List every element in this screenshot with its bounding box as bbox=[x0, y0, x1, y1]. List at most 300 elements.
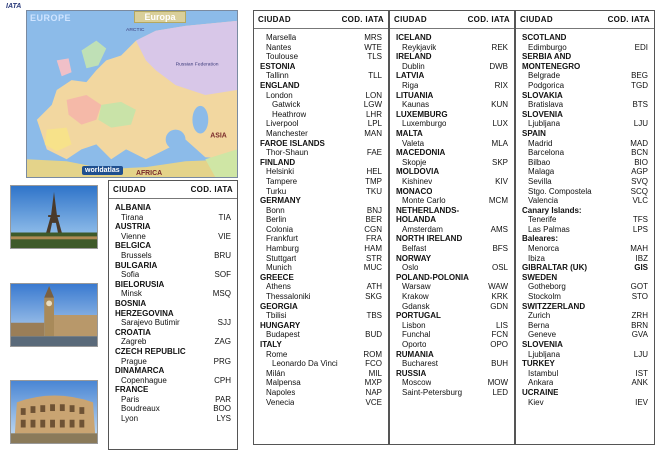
country-name: LITUANIA bbox=[396, 90, 434, 100]
city-name: Minsk bbox=[121, 289, 142, 299]
iata-code: REK bbox=[491, 42, 508, 52]
city-row bbox=[260, 388, 382, 398]
country-name: GREECE bbox=[260, 272, 294, 282]
city-row bbox=[396, 321, 508, 331]
city-name: Marsella bbox=[266, 33, 297, 42]
iata-code: SVQ bbox=[631, 176, 648, 186]
header-city: CIUDAD bbox=[394, 15, 427, 24]
city-name: Tenerife bbox=[528, 215, 557, 225]
country-row bbox=[522, 263, 648, 273]
country-row bbox=[260, 321, 382, 331]
iata-code: STO bbox=[631, 292, 648, 302]
country-row bbox=[522, 52, 648, 62]
iata-code: MRS bbox=[364, 33, 382, 42]
city-row bbox=[396, 359, 508, 369]
iata-code: BNJ bbox=[366, 205, 382, 215]
iata-code: TIA bbox=[218, 212, 231, 222]
city-row bbox=[396, 139, 508, 149]
city-name: Lisbon bbox=[402, 320, 426, 330]
city-row bbox=[260, 311, 382, 321]
country-name: SPAIN bbox=[522, 128, 546, 138]
city-row bbox=[115, 289, 231, 299]
table-header bbox=[390, 11, 514, 29]
city-name: Belfast bbox=[402, 244, 427, 254]
country-row bbox=[115, 385, 231, 395]
country-name: IRELAND bbox=[396, 52, 432, 62]
country-name: SLOVAKIA bbox=[522, 90, 563, 100]
city-row bbox=[522, 43, 648, 53]
iata-code: LHR bbox=[365, 109, 382, 119]
iata-code: BFS bbox=[492, 244, 508, 254]
city-row bbox=[115, 414, 231, 424]
city-row bbox=[260, 119, 382, 129]
city-row bbox=[522, 292, 648, 302]
city-name: Thessaloniki bbox=[266, 292, 311, 302]
iata-code: TFS bbox=[632, 215, 648, 225]
iata-code: SOF bbox=[214, 270, 231, 280]
europe-map bbox=[26, 10, 238, 178]
city-row bbox=[522, 311, 648, 321]
city-row bbox=[522, 177, 648, 187]
city-row bbox=[522, 398, 648, 408]
city-name: Funchal bbox=[402, 330, 431, 340]
header-code: COD. IATA bbox=[341, 15, 384, 24]
iata-code: DWB bbox=[489, 61, 508, 71]
country-name: MOLDOVIA bbox=[396, 167, 440, 177]
country-row bbox=[115, 309, 231, 319]
city-name: Kiev bbox=[528, 397, 544, 407]
country-row bbox=[522, 110, 648, 120]
iata-code: FCO bbox=[365, 359, 382, 369]
city-name: Frankfurt bbox=[266, 234, 299, 244]
country-row bbox=[522, 91, 648, 101]
city-name: Budapest bbox=[266, 330, 300, 340]
city-name: Sarajevo Butimir bbox=[121, 318, 180, 328]
city-name: Stgo. Compostela bbox=[528, 186, 592, 196]
iata-code: TLS bbox=[367, 52, 382, 62]
country-name: SLOVENIA bbox=[522, 109, 563, 119]
city-row bbox=[522, 158, 648, 168]
iata-code: ATH bbox=[366, 282, 382, 292]
iata-code: GVA bbox=[631, 330, 648, 340]
country-row bbox=[522, 359, 648, 369]
country-row bbox=[396, 71, 508, 81]
country-row bbox=[396, 148, 508, 158]
country-row bbox=[396, 369, 508, 379]
city-name: Lyon bbox=[121, 414, 139, 424]
country-name: GIBRALTAR (UK) bbox=[522, 263, 588, 273]
city-name: Oslo bbox=[402, 263, 419, 273]
country-name: CROATIA bbox=[115, 327, 151, 337]
city-name: Valeta bbox=[402, 138, 425, 148]
city-name: Sevilla bbox=[528, 176, 552, 186]
city-row bbox=[260, 110, 382, 120]
country-name: MACEDONIA bbox=[396, 148, 446, 158]
table-body bbox=[254, 29, 388, 409]
city-name: London bbox=[266, 90, 293, 100]
city-name: Saint-Petersburg bbox=[402, 387, 463, 397]
country-row bbox=[522, 129, 648, 139]
country-name: DINAMARCA bbox=[115, 366, 165, 376]
country-row bbox=[396, 129, 508, 139]
europe-map-graphic bbox=[27, 11, 237, 177]
country-row bbox=[396, 206, 508, 216]
city-name: Malaga bbox=[528, 167, 555, 177]
city-name: Gatwick bbox=[272, 100, 301, 110]
city-name: Edimburgo bbox=[528, 42, 567, 52]
country-row bbox=[115, 366, 231, 376]
city-row bbox=[522, 119, 648, 129]
worldatlas-logo: worldatlas bbox=[82, 166, 123, 175]
city-row bbox=[260, 292, 382, 302]
country-row bbox=[260, 340, 382, 350]
header-code: COD. IATA bbox=[190, 185, 233, 194]
city-name: Stuttgart bbox=[266, 253, 297, 263]
city-name: Luxemburgo bbox=[402, 119, 447, 129]
iata-code: TLL bbox=[368, 71, 382, 81]
city-name: Bucharest bbox=[402, 359, 439, 369]
city-row bbox=[260, 244, 382, 254]
city-name: Skopje bbox=[402, 157, 427, 167]
city-row bbox=[396, 225, 508, 235]
city-name: Ljubljana bbox=[528, 119, 561, 129]
city-name: Kaunas bbox=[402, 100, 430, 110]
table-body bbox=[109, 199, 237, 426]
city-row bbox=[396, 282, 508, 292]
city-name: Turku bbox=[266, 186, 287, 196]
country-name: RUSSIA bbox=[396, 368, 427, 378]
iata-code: EDI bbox=[634, 42, 648, 52]
city-name: Zagreb bbox=[121, 337, 147, 347]
iata-code: FRA bbox=[366, 234, 382, 244]
iata-code: TBS bbox=[366, 311, 382, 321]
country-name: Canary Islands: bbox=[522, 205, 582, 215]
city-name: Amsterdam bbox=[402, 224, 443, 234]
city-name: Tallinn bbox=[266, 71, 289, 81]
country-row bbox=[115, 347, 231, 357]
country-row bbox=[115, 222, 231, 232]
iata-code: MUC bbox=[363, 263, 382, 273]
country-name: BIELORUSIA bbox=[115, 279, 165, 289]
country-row bbox=[396, 234, 508, 244]
city-name: Monte Carlo bbox=[402, 196, 446, 206]
city-name: Tirana bbox=[121, 212, 144, 222]
country-row bbox=[260, 302, 382, 312]
iata-code: HEL bbox=[366, 167, 382, 177]
iata-code: BRU bbox=[214, 250, 231, 260]
country-name: FAROE ISLANDS bbox=[260, 138, 325, 148]
iata-code: HAM bbox=[364, 244, 382, 254]
city-name: Moscow bbox=[402, 378, 432, 388]
city-name: Berlin bbox=[266, 215, 287, 225]
iata-code: TKU bbox=[366, 186, 382, 196]
iata-code: LPS bbox=[632, 224, 648, 234]
city-name: Oporto bbox=[402, 340, 427, 349]
city-row bbox=[260, 206, 382, 216]
iata-code: LJU bbox=[633, 349, 648, 359]
country-name: LATVIA bbox=[396, 71, 425, 81]
city-name: Valencia bbox=[528, 196, 559, 206]
country-name: UCRAINE bbox=[522, 387, 559, 397]
country-row bbox=[522, 388, 648, 398]
country-name: SLOVENIA bbox=[522, 340, 563, 349]
country-name: SCOTLAND bbox=[522, 33, 567, 42]
city-name: Boudreaux bbox=[121, 404, 160, 414]
city-name: Liverpool bbox=[266, 119, 299, 129]
city-name: Vienne bbox=[121, 231, 146, 241]
country-row bbox=[115, 241, 231, 251]
city-row bbox=[260, 71, 382, 81]
city-row bbox=[115, 270, 231, 280]
iata-code: OSL bbox=[491, 263, 508, 273]
city-name: Bratislava bbox=[528, 100, 564, 110]
country-row bbox=[522, 340, 648, 350]
city-name: Bilbao bbox=[528, 157, 551, 167]
iata-code: IBZ bbox=[635, 253, 648, 263]
iata-code: RIX bbox=[494, 80, 508, 90]
city-row bbox=[522, 215, 648, 225]
city-row bbox=[260, 52, 382, 62]
iata-code: SCQ bbox=[630, 186, 648, 196]
country-name: MONACO bbox=[396, 186, 433, 196]
iata-code: MCM bbox=[488, 196, 508, 206]
country-row bbox=[396, 52, 508, 62]
country-name: CZECH REPUBLIC bbox=[115, 346, 186, 356]
country-name: FRANCE bbox=[115, 385, 149, 395]
iata-code: MXP bbox=[364, 378, 382, 388]
table-header bbox=[109, 181, 237, 199]
city-name: Gdansk bbox=[402, 301, 430, 311]
iata-code: BCN bbox=[631, 148, 648, 158]
city-name: Helsinki bbox=[266, 167, 295, 177]
city-name: Podgorica bbox=[528, 80, 565, 90]
city-name: Bonn bbox=[266, 205, 285, 215]
iata-code: TGD bbox=[631, 80, 648, 90]
country-name: HOLANDA bbox=[396, 215, 436, 225]
city-row bbox=[260, 263, 382, 273]
city-row bbox=[260, 91, 382, 101]
city-name: Riga bbox=[402, 80, 419, 90]
iata-code: LIS bbox=[495, 320, 508, 330]
iata-code: CPH bbox=[214, 375, 231, 385]
iata-code: SKP bbox=[491, 157, 508, 167]
iata-code: GOT bbox=[630, 282, 648, 292]
table-body bbox=[390, 29, 514, 400]
city-row bbox=[396, 62, 508, 72]
iata-code: STR bbox=[366, 253, 382, 263]
map-label-asia: ASIA bbox=[210, 132, 227, 140]
city-row bbox=[396, 158, 508, 168]
iata-code: MAH bbox=[630, 244, 648, 254]
iata-code: BEG bbox=[631, 71, 648, 81]
city-row bbox=[396, 302, 508, 312]
iata-code: PAR bbox=[215, 394, 231, 404]
table-header bbox=[516, 11, 654, 29]
iata-code: MOW bbox=[487, 378, 508, 388]
iata-table-3 bbox=[389, 10, 515, 445]
country-row bbox=[522, 33, 648, 43]
iata-code: MAD bbox=[630, 138, 648, 148]
city-row bbox=[522, 378, 648, 388]
city-row bbox=[260, 234, 382, 244]
iata-code: AGP bbox=[631, 167, 648, 177]
iata-code: VCE bbox=[365, 397, 382, 407]
header-code: COD. IATA bbox=[607, 15, 650, 24]
city-name: Las Palmas bbox=[528, 224, 570, 234]
iata-code: WAW bbox=[488, 282, 508, 292]
country-name: SWEDEN bbox=[522, 272, 558, 282]
country-name: ENGLAND bbox=[260, 80, 300, 90]
iata-code: GDN bbox=[490, 301, 508, 311]
city-row bbox=[522, 254, 648, 264]
iata-code: KUN bbox=[491, 100, 508, 110]
city-row bbox=[260, 148, 382, 158]
city-name: Venecia bbox=[266, 397, 295, 407]
city-row bbox=[522, 196, 648, 206]
city-row bbox=[396, 263, 508, 273]
city-row bbox=[260, 350, 382, 360]
map-label-russia: Russian Federation bbox=[175, 62, 219, 68]
city-name: Warsaw bbox=[402, 282, 431, 292]
city-row bbox=[115, 251, 231, 261]
city-row bbox=[260, 129, 382, 139]
country-name: GERMANY bbox=[260, 196, 301, 206]
city-name: Tampere bbox=[266, 176, 298, 186]
iata-code: BOO bbox=[213, 404, 231, 414]
city-row bbox=[522, 71, 648, 81]
country-row bbox=[260, 196, 382, 206]
iata-code: BER bbox=[365, 215, 382, 225]
city-row bbox=[115, 318, 231, 328]
city-name: Geneve bbox=[528, 330, 557, 340]
country-row bbox=[396, 273, 508, 283]
city-row bbox=[396, 340, 508, 350]
country-row bbox=[260, 81, 382, 91]
iata-table-2 bbox=[253, 10, 389, 445]
iata-code: NAP bbox=[365, 387, 382, 397]
iata-code: OPO bbox=[490, 340, 508, 349]
country-row bbox=[396, 254, 508, 264]
iata-code: LGW bbox=[363, 100, 382, 110]
iata-code: TMP bbox=[365, 176, 382, 186]
city-name: Dublin bbox=[402, 61, 425, 71]
country-name: PORTUGAL bbox=[396, 311, 441, 321]
country-name: POLAND-POLONIA bbox=[396, 272, 469, 282]
city-row bbox=[522, 244, 648, 254]
city-name: Zurich bbox=[528, 311, 551, 321]
city-row bbox=[260, 282, 382, 292]
map-label-africa: AFRICA bbox=[135, 170, 163, 177]
city-name: Malpensa bbox=[266, 378, 301, 388]
iata-code: MIL bbox=[368, 368, 382, 378]
city-row bbox=[396, 100, 508, 110]
city-name: Tbilisi bbox=[266, 311, 287, 321]
map-title: EUROPE bbox=[30, 13, 72, 23]
city-row bbox=[522, 148, 648, 158]
city-name: Thor-Shaun bbox=[266, 148, 309, 158]
country-row bbox=[396, 215, 508, 225]
iata-code: LED bbox=[492, 387, 508, 397]
iata-code: PRG bbox=[213, 356, 231, 366]
country-row bbox=[522, 273, 648, 283]
iata-code: BTS bbox=[632, 100, 648, 110]
city-row bbox=[522, 167, 648, 177]
city-name: Prague bbox=[121, 356, 147, 366]
city-name: Heathrow bbox=[272, 109, 307, 119]
country-name: HERZEGOVINA bbox=[115, 308, 174, 318]
city-row bbox=[522, 100, 648, 110]
iata-code: ANK bbox=[631, 378, 648, 388]
iata-code: ZAG bbox=[214, 337, 231, 347]
city-row bbox=[260, 330, 382, 340]
country-name: SWITZZERLAND bbox=[522, 301, 586, 311]
city-row bbox=[260, 177, 382, 187]
country-row bbox=[260, 139, 382, 149]
country-name: ESTONIA bbox=[260, 61, 296, 71]
country-name: HUNGARY bbox=[260, 320, 301, 330]
city-name: Ljubljana bbox=[528, 349, 561, 359]
city-name: Nantes bbox=[266, 42, 292, 52]
country-row bbox=[396, 187, 508, 197]
city-row bbox=[522, 369, 648, 379]
country-row bbox=[260, 158, 382, 168]
iata-code: MAN bbox=[364, 128, 382, 138]
city-row bbox=[396, 177, 508, 187]
iata-code: BUH bbox=[491, 359, 508, 369]
header-city: CIUDAD bbox=[258, 15, 291, 24]
header-city: CIUDAD bbox=[520, 15, 553, 24]
city-name: Ibiza bbox=[528, 253, 545, 263]
city-name: Menorca bbox=[528, 244, 560, 254]
city-row bbox=[115, 337, 231, 347]
colosseum-photo bbox=[10, 380, 98, 444]
country-name: TURKEY bbox=[522, 359, 555, 369]
city-name: Reykjavik bbox=[402, 42, 437, 52]
iata-code: LJU bbox=[633, 119, 648, 129]
city-name: Athens bbox=[266, 282, 291, 292]
country-row bbox=[115, 280, 231, 290]
country-name: ICELAND bbox=[396, 33, 432, 42]
country-row bbox=[522, 234, 648, 244]
iata-code: LON bbox=[365, 90, 382, 100]
city-row bbox=[115, 213, 231, 223]
country-row bbox=[396, 350, 508, 360]
country-row bbox=[260, 273, 382, 283]
iata-code: LPL bbox=[367, 119, 382, 129]
city-row bbox=[522, 321, 648, 331]
iata-code: WTE bbox=[364, 42, 382, 52]
country-row bbox=[115, 203, 231, 213]
city-name: Toulouse bbox=[266, 52, 299, 62]
country-name: SERBIA AND bbox=[522, 52, 572, 62]
iata-code: GIS bbox=[634, 263, 648, 273]
city-name: Paris bbox=[121, 394, 140, 404]
iata-code: VIE bbox=[218, 231, 231, 241]
city-row bbox=[260, 369, 382, 379]
iata-code: SJJ bbox=[217, 318, 231, 328]
city-name: Napoles bbox=[266, 387, 296, 397]
country-name: BULGARIA bbox=[115, 260, 158, 270]
iata-code: KRK bbox=[491, 292, 508, 302]
country-name: NORTH IRELAND bbox=[396, 234, 463, 244]
city-name: Colonia bbox=[266, 224, 294, 234]
country-name: ALBANIA bbox=[115, 203, 151, 212]
country-name: GEORGIA bbox=[260, 301, 298, 311]
country-name: ITALY bbox=[260, 340, 282, 349]
city-name: Belgrade bbox=[528, 71, 561, 81]
country-name: BOSNIA bbox=[115, 298, 147, 308]
iata-code: MLA bbox=[491, 138, 508, 148]
